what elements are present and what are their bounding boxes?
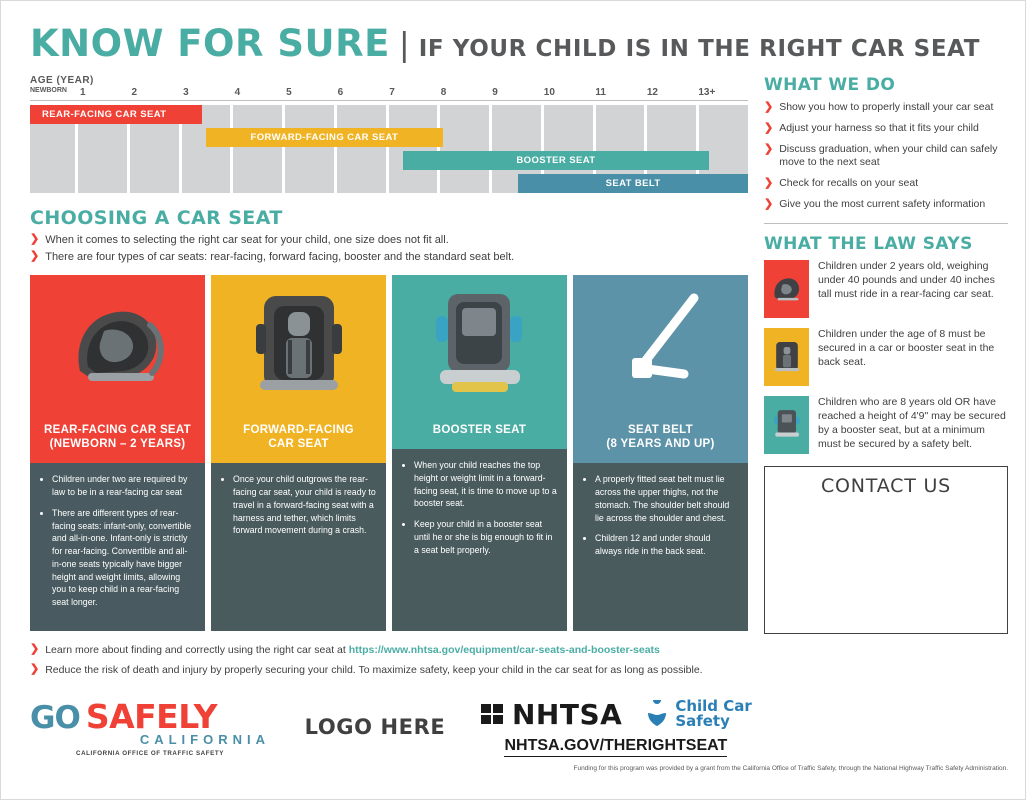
tick-newborn: NEWBORN (30, 87, 67, 94)
nhtsa-logo-row (480, 698, 752, 731)
page-subtitle: IF YOUR CHILD IS IN THE RIGHT CAR SEAT (418, 36, 981, 62)
grid-cell (233, 105, 282, 193)
choosing-bullet-text: There are four types of car seats: rear-facing, forward facing, booster and the standard seat belt. (45, 250, 515, 263)
timeline-bar-label: FORWARD-FACING CAR SEAT (250, 132, 399, 143)
chevron-right-icon: ❯ (764, 121, 774, 134)
nhtsa-branding (480, 698, 752, 757)
logo-go-text: GO (30, 700, 80, 737)
card-body (573, 463, 748, 631)
card-caption-line1: SEAT BELT (628, 423, 693, 436)
chevron-right-icon: ❯ (30, 233, 40, 245)
card-caption (30, 415, 205, 464)
grid-cell (440, 105, 489, 193)
what-we-do-item (764, 143, 1008, 170)
timeline-bar-label: REAR-FACING CAR SEAT (42, 109, 167, 120)
tick: 1 (80, 87, 86, 98)
timeline-bar-rear-facing (30, 105, 202, 124)
what-we-do-item-text: Discuss graduation, when your child can safely move to the next seat (779, 142, 998, 169)
law-row (764, 328, 1008, 386)
logo-california-text: CALIFORNIA (139, 732, 270, 748)
card-caption-line2: CAR SEAT (268, 438, 329, 451)
rear-facing-car-seat-icon (764, 260, 809, 318)
chevron-right-icon: ❯ (30, 642, 40, 655)
title-divider: | (399, 26, 409, 64)
choosing-bullet (30, 233, 748, 248)
timeline-bar-booster (403, 151, 708, 170)
law-row (764, 260, 1008, 318)
grid-cell (389, 105, 438, 193)
go-safely-california-logo (30, 697, 270, 757)
chevron-right-icon: ❯ (764, 176, 774, 189)
choosing-section-title: CHOOSING A CAR SEAT (30, 207, 283, 229)
what-we-do-title: WHAT WE DO (764, 75, 896, 95)
card-body (30, 463, 205, 631)
logo-placeholder: LOGO HERE (304, 715, 446, 740)
card-caption-line2: (NEWBORN – 2 YEARS) (49, 438, 186, 451)
tick: 7 (389, 87, 395, 98)
page-title: KNOW FOR SURE (30, 22, 390, 65)
card-caption (573, 415, 748, 464)
branding-row (30, 697, 1008, 757)
nhtsa-car-seats-link[interactable]: https://www.nhtsa.gov/equipment/car-seats-and-booster-seats (348, 643, 660, 656)
footer-bullet-text: Reduce the risk of death and injury by properly securing your child. To maximize safety, keep your child in the car seat for as long as possible. (45, 664, 703, 677)
card-bullet: • When your child reaches the top height or weight limit in a forward-facing seat, it is time to move up to a booster seat. (414, 459, 557, 510)
timeline-bar-forward-facing (206, 128, 443, 147)
card-seat-belt (573, 275, 748, 631)
nhtsa-seal-icon (480, 702, 506, 726)
child-car-safety-logo (644, 696, 752, 731)
timeline-bar-label: SEAT BELT (605, 178, 661, 189)
seat-belt-icon (573, 275, 748, 415)
law-row (764, 396, 1008, 454)
what-the-law-says-title: WHAT THE LAW SAYS (764, 234, 973, 255)
left-column (30, 75, 748, 683)
child-car-safety-icon (644, 700, 670, 728)
booster-seat-icon (392, 275, 567, 415)
chevron-right-icon: ❯ (30, 663, 40, 676)
child-car-text: Child Car (675, 696, 752, 715)
card-caption-line1: FORWARD-FACING (243, 423, 354, 436)
what-we-do-item-text: Adjust your harness so that it fits your child (779, 121, 979, 134)
chevron-right-icon: ❯ (764, 142, 774, 155)
law-text: Children who are 8 years old OR have reached a height of 4'9" may be secured by a booster seat, but at a minimum must be secured by a safety belt. (818, 396, 1006, 450)
card-body (392, 449, 567, 631)
card-bullet: • A properly fitted seat belt must lie across the upper thighs, not the stomach. The shoulder belt should lie across the shoulder and chest. (595, 473, 738, 524)
law-text: Children under the age of 8 must be secured in a car or booster seat in the back seat. (818, 328, 995, 368)
forward-facing-car-seat-icon (211, 275, 386, 415)
tick: 8 (440, 87, 447, 98)
rear-facing-car-seat-icon (30, 275, 205, 415)
tick: 10 (543, 87, 555, 98)
tick: 2 (131, 87, 138, 98)
card-bullet: • Once your child outgrows the rear-facing car seat, your child is ready to travel in a forward-facing seat with a harness and tether, which limits forward movement during a crash. (233, 473, 376, 537)
funding-statement: Funding for this program was provided by a grant from the California Office of Traffic Safety, through the National Highway Traffic Safety Administration. (573, 765, 1008, 773)
logo-safely-text: SAFELY (85, 697, 217, 737)
timeline-bar-label: BOOSTER SEAT (516, 155, 596, 166)
contact-us-box (764, 466, 1008, 634)
chevron-right-icon: ❯ (30, 249, 40, 262)
card-caption-line2: (8 YEARS AND UP) (606, 438, 715, 451)
safety-text: Safety (675, 712, 730, 731)
tick: 4 (234, 87, 241, 98)
card-bullet: • Children 12 and under should always ride in the back seat. (595, 532, 738, 558)
card-bullet: • Children under two are required by law to be in a rear-facing car seat (52, 473, 195, 499)
logo-ots-text: CALIFORNIA OFFICE OF TRAFFIC SAFETY (76, 750, 224, 758)
booster-seat-icon (764, 396, 809, 454)
tick: 12 (646, 87, 658, 98)
what-we-do-item (764, 101, 1008, 115)
timeline-bar-seat-belt (518, 174, 748, 193)
what-we-do-item-text: Show you how to properly install your car seat (779, 101, 994, 113)
tick: 5 (286, 87, 292, 98)
choosing-bullet-text: When it comes to selecting the right car seat for your child, one size does not fit all. (45, 234, 449, 246)
tick: 13+ (698, 87, 716, 98)
card-body (211, 463, 386, 631)
card-bullet: • There are different types of rear-facing seats: infant-only, convertible and all-in-one. Infant-only is strictly for rear-facing. Convertible and all-in-one seats typically have bigger height and weight limits, allowing you to keep child in a rear-facing seat longer. (52, 507, 195, 609)
tick: 3 (183, 87, 189, 98)
tick: 6 (337, 87, 344, 98)
footer-bullet (30, 663, 748, 677)
chevron-right-icon: ❯ (764, 101, 774, 113)
tick: 11 (595, 87, 606, 98)
card-forward-facing (211, 275, 386, 631)
card-caption-line1: BOOSTER SEAT (432, 423, 527, 436)
car-seat-cards (30, 275, 748, 631)
divider (764, 223, 1008, 224)
card-caption-line1: REAR-FACING CAR SEAT (44, 423, 191, 436)
card-booster (392, 275, 567, 631)
grid-cell (337, 105, 386, 193)
age-timeline (30, 75, 748, 193)
contact-us-title: CONTACT US (820, 475, 952, 498)
right-column (764, 75, 1008, 683)
tick: 9 (492, 87, 498, 98)
card-rear-facing (30, 275, 205, 631)
age-axis-label: AGE (YEAR) (30, 75, 94, 86)
what-we-do-item (764, 122, 1008, 136)
card-bullet: • Keep your child in a booster seat until he or she is big enough to fit in a seat belt properly. (414, 518, 557, 556)
card-caption (211, 415, 386, 464)
what-we-do-item-text: Give you the most current safety information (779, 197, 986, 210)
nhtsa-url[interactable]: NHTSA.GOV/THERIGHTSEAT (504, 737, 727, 757)
law-text: Children under 2 years old, weighing under 40 pounds and under 40 inches tall must ride in a rear-facing car seat. (818, 260, 995, 300)
timeline-grid (30, 105, 748, 193)
card-caption (392, 415, 567, 449)
body-wrapper (30, 75, 1008, 683)
nhtsa-wordmark: NHTSA (512, 697, 623, 731)
what-we-do-item (764, 198, 1008, 212)
chevron-right-icon: ❯ (764, 197, 774, 210)
what-we-do-item (764, 177, 1008, 191)
what-we-do-item-text: Check for recalls on your seat (779, 176, 919, 189)
grid-cell (285, 105, 334, 193)
footer-bullet (30, 643, 748, 657)
footer-bullets (30, 643, 748, 677)
page-header (30, 22, 1008, 65)
choosing-bullet (30, 250, 748, 265)
age-tick-row (30, 87, 748, 101)
forward-facing-car-seat-icon (764, 328, 809, 386)
footer-bullet-text: Learn more about finding and correctly using the right car seat at (45, 643, 349, 656)
